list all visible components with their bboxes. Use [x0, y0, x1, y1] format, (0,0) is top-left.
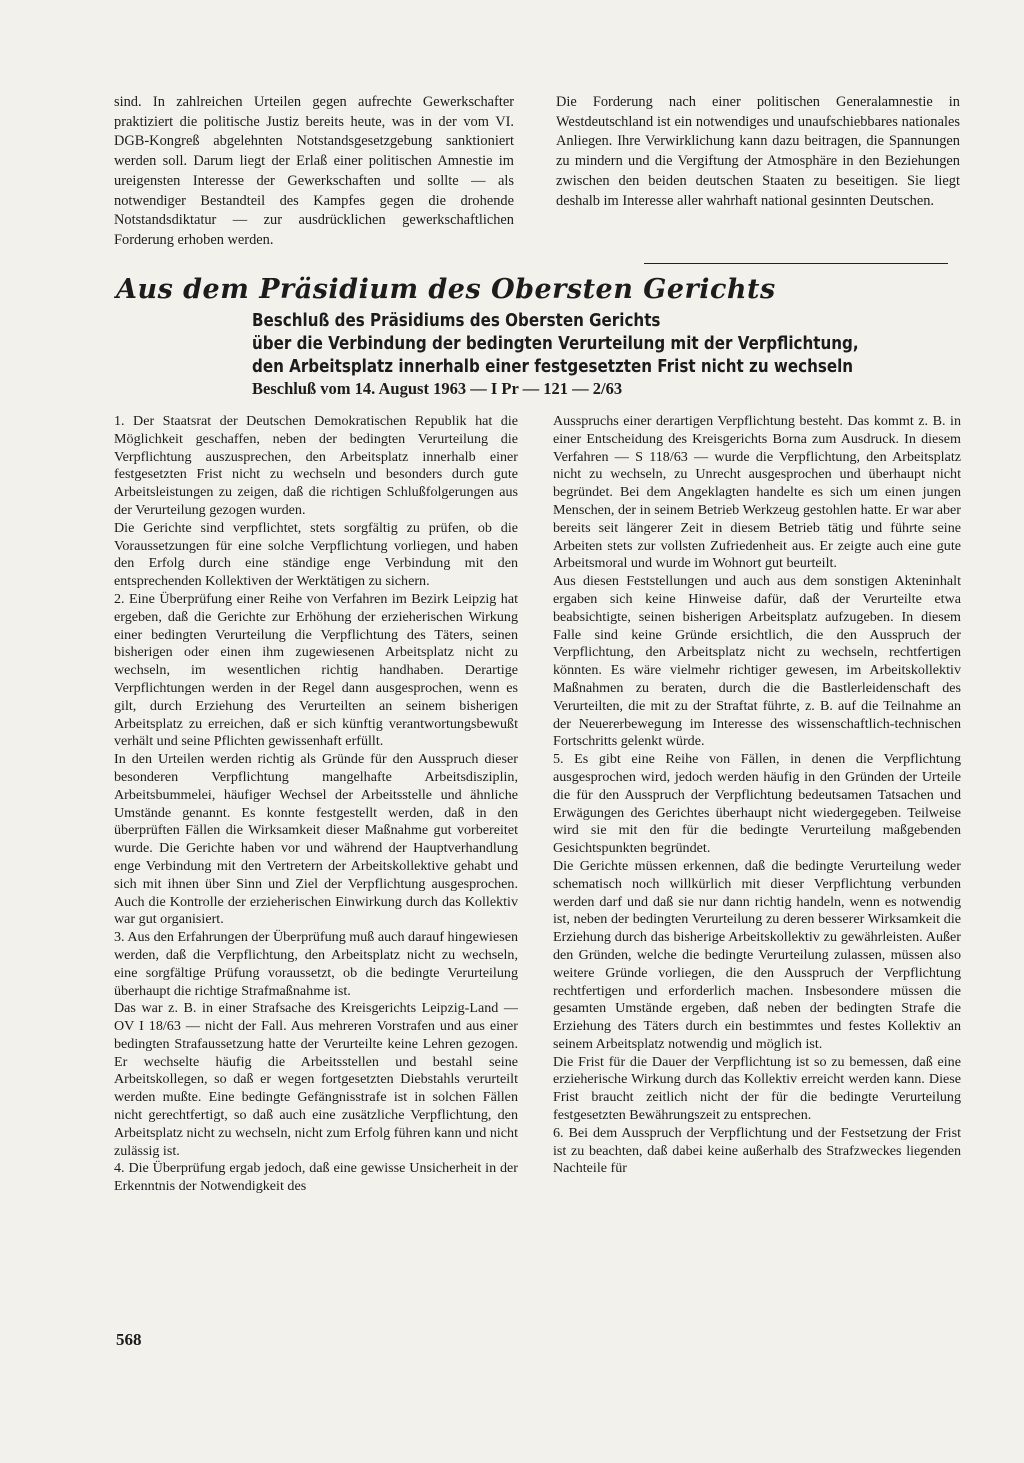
paragraph: Die Gerichte sind verpflichtet, stets sorgfältig zu prüfen, ob die Voraussetzungen für eine solche Verpflichtung vorliegen, und haben den Erfolg durch eine ständige enge Verbindung mit den entsprechenden Kollektiven der Werktätigen zu sichern.	[114, 519, 518, 590]
decree-reference: Beschluß vom 14. August 1963 — I Pr — 121 — 2/63	[252, 379, 623, 398]
decree-title	[252, 310, 964, 379]
right-column	[553, 413, 961, 1178]
top-left-column	[114, 93, 514, 251]
paragraph: Aus diesen Feststellungen und auch aus dem sonstigen Akteninhalt ergaben sich keine Hinweise dafür, daß der Verurteilte etwa beabsichtigte, seinen bisherigen Arbeitsplatz aufzugeben. In diesem Falle sind keine Gründe ersichtlich, die den Ausspruch der Verpflichtung, den Arbeitsplatz nicht zu wechseln, rechtfertigen könnten. Es wäre vielmehr richtiger gewesen, im Arbeitskollektiv Maßnahmen zu beraten, durch die die Bastlerleidenschaft des Verurteilten, die mit zu der Straftat führte, z. B. auf die Teilnahme an der Neuererbewegung im Interesse des wissenschaftlich-technischen Fortschritts gelenkt würde.	[553, 573, 961, 750]
paragraph: 1. Der Staatsrat der Deutschen Demokratischen Republik hat die Möglichkeit geschaffen, neben der bedingten Verurteilung die Verpflichtung auszusprechen, den Arbeitsplatz innerhalb einer festgesetzten Frist nicht zu wechseln und besonders durch gute Arbeitsleistungen zu zeigen, daß die richtigen Schlußfolgerungen aus der Verurteilung gezogen wurden.	[114, 413, 518, 518]
top-right-column	[556, 93, 960, 211]
decree-title-line: über die Verbindung der bedingten Verurteilung mit der Verpflichtung,	[252, 334, 859, 354]
page-number: 568	[116, 1330, 142, 1349]
paragraph: 5. Es gibt eine Reihe von Fällen, in denen die Verpflichtung ausgesprochen wird, jedoch werden häufig in den Gründen der Urteile die für den Ausspruch der Verpflichtung bedeutsamen Tatsachen und Erwägungen des Gerichtes überhaupt nicht wiedergegeben. Teilweise wird sie mit den für die bedingte Verurteilung maßgebenden Gesichtspunkten begründet.	[553, 751, 961, 857]
paragraph: 6. Bei dem Ausspruch der Verpflichtung und der Festsetzung der Frist ist zu beachten, daß dabei keine außerhalb des Strafzweckes liegenden Nachteile für	[553, 1124, 961, 1177]
decree-title-line: den Arbeitsplatz innerhalb einer festgesetzten Frist nicht zu wechseln	[252, 357, 854, 377]
paragraph: 2. Eine Überprüfung einer Reihe von Verfahren im Bezirk Leipzig hat ergeben, daß die Gerichte zur Erhöhung der erzieherischen Wirkung einer bedingten Verurteilung die Verpflichtung des Täters, seinen bisherigen oder einen ihm zugewiesenen Arbeitsplatz nicht zu wechseln, im wesentlichen richtig handhaben. Derartige Verpflichtungen werden in der Regel dann ausgesprochen, wenn es gilt, durch Erziehung des Verurteilten an seinem bisherigen Arbeitsplatz zu erreichen, daß er sich künftig verantwortungsbewußt verhält und seine Pflichten gewissenhaft erfüllt.	[114, 590, 518, 750]
decree-title-line: Beschluß des Präsidiums des Obersten Gerichts	[252, 311, 661, 331]
paragraph: sind. In zahlreichen Urteilen gegen aufrechte Gewerkschafter praktiziert die politische Justiz bereits heute, was in der vom VI. DGB-Kongreß abgelehnten Notstandsgesetzgebung sanktioniert werden soll. Darum liegt der Erlaß einer politischen Amnestie im ureigensten Interesse der Gewerkschaften und sollte — als notwendiger Bestandteil des Kampfes gegen die drohende Notstandsdiktatur — zur ausdrücklichen gewerkschaftlichen Forderung erhoben werden.	[114, 94, 514, 248]
paragraph: 3. Aus den Erfahrungen der Überprüfung muß auch darauf hingewiesen werden, daß die Verpflichtung, den Arbeitsplatz nicht zu wechseln, eine sorgfältige Prüfung voraussetzt, ob die bedingte Verurteilung überhaupt die richtige Strafmaßnahme ist.	[114, 929, 518, 999]
paragraph: In den Urteilen werden richtig als Gründe für den Ausspruch dieser besonderen Verpflichtung mangelhafte Arbeitsdisziplin, Arbeitsbummelei, häufiger Wechsel der Arbeitsstelle und ähnliche Umstände genannt. Es konnte festgestellt werden, daß in den überprüften Fällen die Wirksamkeit dieser Maßnahme gut vorbereitet wurde. Die Gerichte haben vor und während der Hauptverhandlung enge Verbindung mit den Vertretern der Arbeitskollektive gehabt und sich mit ihnen über Sinn und Ziel der Verpflichtung ausgesprochen. Auch die Kontrolle der erzieherischen Einwirkung durch das Kollektiv war gut organisiert.	[114, 751, 518, 928]
paragraph: Die Forderung nach einer politischen Generalamnestie in Westdeutschland ist ein notwendiges und unaufschiebbares nationales Anliegen. Ihre Verwirklichung kann dazu beitragen, die Spannungen zu mindern und die Vergiftung der Atmosphäre in den Beziehungen zwischen den beiden deutschen Staaten zu beseitigen. Sie liegt deshalb im Interesse aller wahrhaft national gesinnten Deutschen.	[556, 94, 960, 209]
separator-rule	[644, 263, 948, 264]
left-column	[114, 413, 518, 1196]
paragraph: Die Frist für die Dauer der Verpflichtung ist so zu bemessen, daß eine erzieherische Wirkung durch das Kollektiv erreicht werden kann. Diese Frist braucht zeitlich nicht der für die bedingte Verurteilung festgesetzten Bewährungszeit zu entsprechen.	[553, 1053, 961, 1124]
paragraph: Die Gerichte müssen erkennen, daß die bedingte Verurteilung weder schematisch noch willkürlich mit dieser Verpflichtung verbunden werden darf und daß sie nur dann richtig handeln, wenn es notwendig ist, neben der bedingten Verurteilung zu deren besserer Wirksamkeit die Erziehung durch das bisherige Arbeitskollektiv zu gewährleisten. Außer den Gründen, welche die bedingte Verurteilung zulassen, müssen also weitere Gründe vorliegen, die den Ausspruch der Verpflichtung rechtfertigen und erforderlich machen. Insbesondere müssen die gesamten Umstände ergeben, daß neben der bedingten Strafe die Erziehung des Täters durch ein bestimmtes und festes Kollektiv an seinem Arbeitsplatz notwendig und möglich ist.	[553, 857, 961, 1052]
paragraph: Ausspruchs einer derartigen Verpflichtung besteht. Das kommt z. B. in einer Entscheidung des Kreisgerichts Borna zum Ausdruck. In diesem Verfahren — S 118/63 — wurde die Verpflichtung, den Arbeitsplatz nicht zu wechseln, zu Unrecht ausgesprochen und überhaupt nicht begründet. Bei dem Angeklagten handelte es sich um einen jungen Menschen, der in seinem Betrieb Werkzeug gestohlen hatte. Er war aber bereits seit längerer Zeit in diesem Betrieb tätig und führte seine Arbeiten stets zur vollsten Zufriedenheit aus. Er zeigte auch eine gute Arbeitsmoral und wurde im Wohnort gut beurteilt.	[553, 413, 961, 572]
paragraph: Das war z. B. in einer Strafsache des Kreisgerichts Leipzig-Land — OV I 18/63 — nicht der Fall. Aus mehreren Vorstrafen und aus einer bedingten Strafaussetzung hatte der Verurteilte keine Lehren gezogen. Er wechselte häufig die Arbeitsstellen und bestahl seine Arbeitskollegen, so daß er wegen fortgesetzten Diebstahls verurteilt werden mußte. Eine bedingte Gefängnisstrafe ist in solchen Fällen nicht gerechtfertigt, so daß auch eine zusätzliche Verpflichtung, den Arbeitsplatz nicht zu wechseln, nicht zum Erfolg führen kann und nicht zulässig ist.	[114, 1000, 518, 1159]
paragraph: 4. Die Überprüfung ergab jedoch, daß eine gewisse Unsicherheit in der Erkenntnis der Notwendigkeit des	[114, 1160, 518, 1195]
section-title: Aus dem Präsidium des Obersten Gerichts	[116, 274, 776, 305]
